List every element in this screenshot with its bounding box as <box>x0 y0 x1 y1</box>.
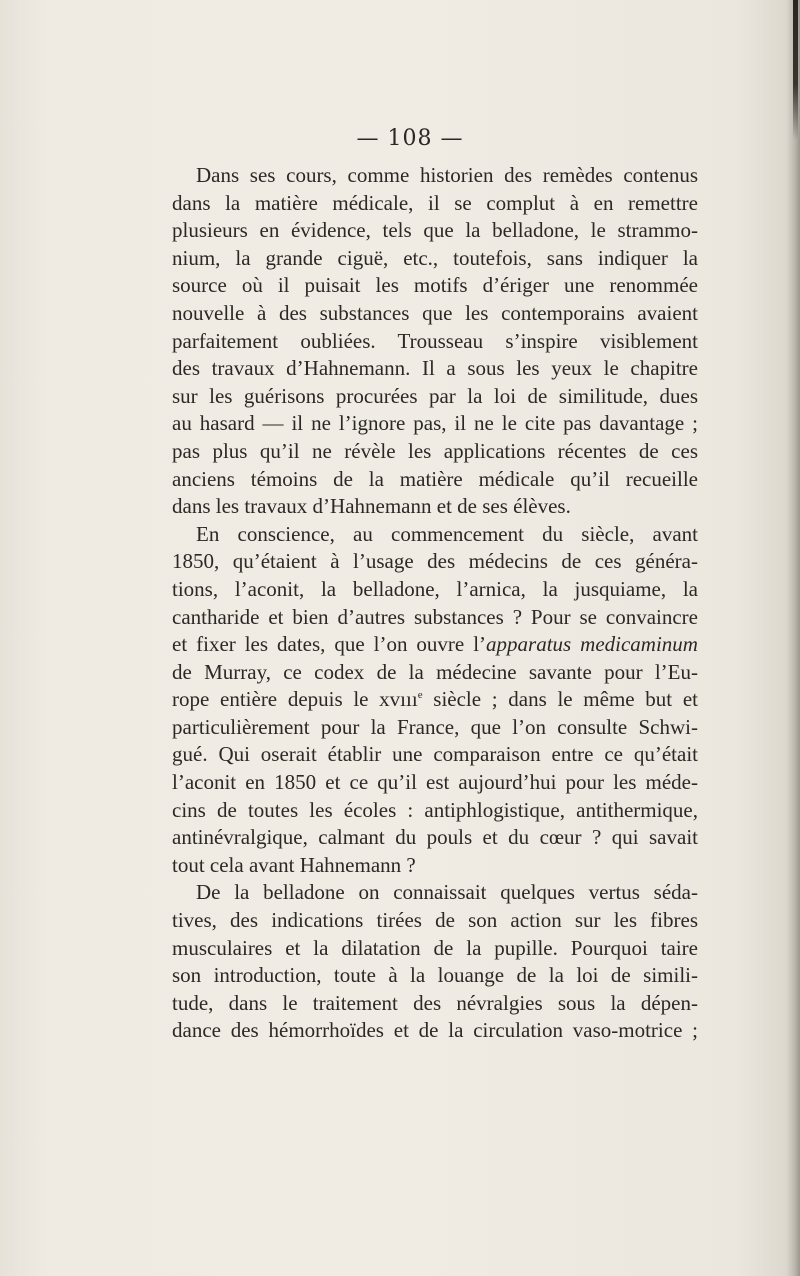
text-line: musculaires et la dilatation de la pupille. Pourquoi taire <box>172 935 698 960</box>
text-line: de Murray, ce codex de la médecine savante pour l’Eu- <box>172 659 698 684</box>
paragraph-1 <box>172 162 698 521</box>
page-edge-shadow <box>786 0 800 1276</box>
text-fragment: siècle ; dans le même but et <box>422 687 698 712</box>
text-line-with-italic <box>172 631 698 659</box>
text-line: l’aconit en 1850 et ce qu’il est aujourd’hui pour les méde- <box>172 770 698 795</box>
superscript: e <box>417 689 423 702</box>
text-line: cantharide et bien d’autres substances ? Pour se convaincre <box>172 604 698 629</box>
text-line: gué. Qui oserait établir une comparaison entre ce qu’était <box>172 742 698 767</box>
text-line-with-superscript <box>172 686 698 714</box>
text-line: dans la matière médicale, il se complut à en remettre <box>172 190 698 215</box>
text-line: tives, des indications tirées de son action sur les fibres <box>172 908 698 933</box>
text-line: tude, dans le traitement des névralgies sous la dépen- <box>172 990 698 1015</box>
italic-title: apparatus medicaminum <box>486 632 698 657</box>
text-line: tout cela avant Hahnemann ? <box>172 852 416 877</box>
text-line: dans les travaux d’Hahnemann et de ses élèves. <box>172 494 571 519</box>
text-line: 1850, qu’étaient à l’usage des médecins de ces généra- <box>172 549 698 574</box>
text-line: source où il puisait les motifs d’ériger une renommée <box>172 273 698 298</box>
text-line: En conscience, au commencement du siècle, avant <box>196 521 698 546</box>
text-line: nium, la grande ciguë, etc., toutefois, sans indiquer la <box>172 245 698 270</box>
text-line: sur les guérisons procurées par la loi de similitude, dues <box>172 383 698 408</box>
text-line: des travaux d’Hahnemann. Il a sous les yeux le chapitre <box>172 356 698 381</box>
text-fragment: rope entière depuis le xvııı <box>172 687 418 712</box>
text-fragment: et fixer les dates, que l’on ouvre l’ <box>172 632 487 657</box>
text-line: tions, l’aconit, la belladone, l’arnica, la jusquiame, la <box>172 576 698 601</box>
body-text <box>172 162 698 1045</box>
paragraph-3 <box>172 879 698 1045</box>
paragraph-2 <box>172 521 698 880</box>
text-line: dance des hémorrhoïdes et de la circulation vaso-motrice ; <box>172 1018 698 1043</box>
text-line: De la belladone on connaissait quelques vertus séda- <box>196 880 698 905</box>
text-line: pas plus qu’il ne révèle les applications récentes de ces <box>172 438 698 463</box>
page-number: — 108 — <box>356 126 464 151</box>
text-line: son introduction, toute à la louange de la loi de simili- <box>172 963 698 988</box>
text-line: cins de toutes les écoles : antiphlogistique, antithermique, <box>172 797 698 822</box>
text-line: anciens témoins de la matière médicale qu’il recueille <box>172 466 698 491</box>
text-line: parfaitement oubliées. Trousseau s’inspire visiblement <box>172 328 698 353</box>
text-line: particulièrement pour la France, que l’on consulte Schwi- <box>172 714 698 739</box>
text-line: Dans ses cours, comme historien des remèdes contenus <box>196 163 698 187</box>
text-line: antinévralgique, calmant du pouls et du cœur ? qui savait <box>172 825 698 850</box>
text-line: nouvelle à des substances que les contemporains avaient <box>172 300 698 325</box>
binding-edge-mark <box>793 0 798 140</box>
text-line: au hasard — il ne l’ignore pas, il ne le cite pas davantage ; <box>172 411 698 436</box>
text-line: plusieurs en évidence, tels que la belladone, le strammo- <box>172 218 698 243</box>
